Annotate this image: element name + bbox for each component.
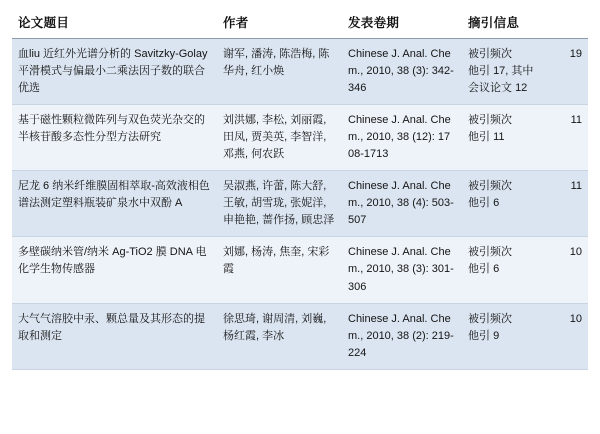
- cell-authors: 吴淑燕, 许蕾, 陈大舒, 王敏, 胡雪珑, 张妮洋, 申艳艳, 蔷作扬, 顾忠泽: [217, 171, 342, 237]
- cell-citation: [462, 105, 588, 171]
- table-row: [12, 237, 588, 303]
- citation-line: [468, 46, 582, 63]
- citation-line: [468, 63, 582, 80]
- citation-value: 11: [493, 131, 505, 144]
- cell-citation: [462, 39, 588, 105]
- citation-value: 9: [493, 329, 500, 342]
- cell-journal: Chinese J. Anal. Chem., 2010, 38 (12): 1708-1713: [342, 105, 462, 171]
- cell-title: 基于磁性颗粒微阵列与双色荧光杂交的半核苷酸多态性分型方法研究: [12, 105, 217, 171]
- citation-value: 17, 其中: [493, 65, 534, 78]
- citation-label: 他引: [468, 329, 490, 342]
- cell-journal: Chinese J. Anal. Chem., 2010, 38 (3): 342-346: [342, 39, 462, 105]
- cell-citation: [462, 237, 588, 303]
- citation-value: 10: [569, 312, 582, 325]
- cell-title: 多壁碳纳米管/纳米 Ag-TiO2 膜 DNA 电化学生物传感器: [12, 237, 217, 303]
- citation-line: [468, 328, 582, 345]
- citation-line: [468, 129, 582, 146]
- citation-value: 12: [515, 82, 528, 95]
- cell-authors: 刘洪娜, 李松, 刘丽霞, 田凤, 贾美英, 李智洋, 邓燕, 何农跃: [217, 105, 342, 171]
- cell-journal: Chinese J. Anal. Chem., 2010, 38 (2): 219-224: [342, 303, 462, 369]
- citation-line: [468, 244, 582, 261]
- cell-journal: Chinese J. Anal. Chem., 2010, 38 (4): 503-507: [342, 171, 462, 237]
- cell-authors: 谢军, 潘涛, 陈浩梅, 陈华舟, 红小焕: [217, 39, 342, 105]
- citation-line: [468, 311, 582, 328]
- citation-line: [468, 80, 582, 97]
- citation-label: 他引: [468, 65, 490, 78]
- column-header-journal: 发表卷期: [342, 8, 462, 39]
- citation-label: 他引: [468, 197, 490, 210]
- citation-label: 被引频次: [468, 180, 512, 193]
- citation-label: 被引频次: [468, 246, 512, 259]
- column-header-title: 论文题目: [12, 8, 217, 39]
- table-row: [12, 303, 588, 369]
- citation-line: [468, 178, 582, 195]
- citation-label: 被引频次: [468, 114, 512, 127]
- citation-line: [468, 112, 582, 129]
- column-header-authors: 作者: [217, 8, 342, 39]
- citation-value: 11: [570, 180, 582, 193]
- table-row: [12, 171, 588, 237]
- table-body: [12, 39, 588, 370]
- table-row: [12, 39, 588, 105]
- cell-citation: [462, 303, 588, 369]
- citation-line: [468, 261, 582, 278]
- citation-value: 10: [569, 246, 582, 259]
- table-header: [12, 8, 588, 39]
- citation-line: [468, 195, 582, 212]
- papers-table: [12, 8, 588, 370]
- cell-title: 大气气溶胶中汞、颗总量及其形态的提取和测定: [12, 303, 217, 369]
- citation-label: 被引频次: [468, 312, 512, 325]
- table-header-row: [12, 8, 588, 39]
- cell-title: 尼龙 6 纳米纤维膜固相萃取-高效液相色谱法测定塑料瓶装矿泉水中双酚 A: [12, 171, 217, 237]
- citation-value: 11: [570, 114, 582, 127]
- citation-label: 会议论文: [468, 82, 512, 95]
- citation-value: 6: [493, 263, 500, 276]
- citation-label: 他引: [468, 131, 490, 144]
- cell-authors: 徐思琦, 谢周清, 刘巍, 杨红霞, 李冰: [217, 303, 342, 369]
- citation-value: 6: [493, 197, 500, 210]
- table-row: [12, 105, 588, 171]
- citation-value: 19: [569, 48, 582, 60]
- citation-label: 他引: [468, 263, 490, 276]
- cell-authors: 刘娜, 杨涛, 焦奎, 宋彩霞: [217, 237, 342, 303]
- column-header-citation: 摘引信息: [462, 8, 588, 39]
- cell-title: 血liu 近红外光谱分析的 Savitzky-Golay 平滑模式与偏最小二乘法因子数的联合优选: [12, 39, 217, 105]
- cell-citation: [462, 171, 588, 237]
- cell-journal: Chinese J. Anal. Chem., 2010, 38 (3): 301-306: [342, 237, 462, 303]
- citation-label: 被引频次: [468, 48, 512, 60]
